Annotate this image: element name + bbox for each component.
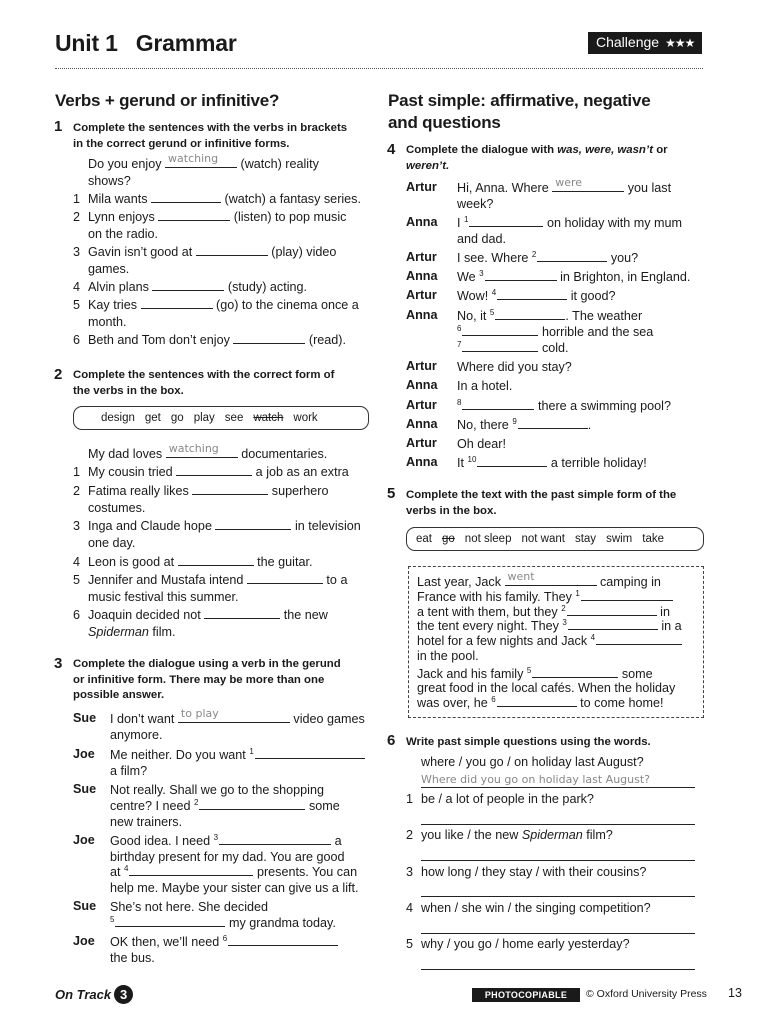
speaker-label: Joe [73,833,95,847]
speaker-label: Anna [406,378,438,392]
answer-blank[interactable] [129,864,253,876]
list-item: 4 Alvin plans (study) acting. [73,280,307,294]
list-item: 5 Kay tries (go) to the cinema once a [73,298,359,312]
exercise-6-number: 6 [387,732,396,749]
answer-blank[interactable]: watching [165,156,237,168]
answer-blank[interactable]: were [552,180,624,192]
speaker-label: Sue [73,711,97,725]
exercise-6-instruction: Write past simple questions using the words. [406,736,651,748]
speaker-label: Anna [406,308,438,322]
speaker-label: Joe [73,934,95,948]
list-item: 2 Lynn enjoys (listen) to pop music [73,210,347,224]
footer-brand: On Track 3 [55,985,133,1004]
exercise-5-number: 5 [387,485,396,502]
speaker-label: Artur [406,436,437,450]
answer-blank[interactable] [115,915,225,927]
answer-blank[interactable] [462,398,534,410]
speaker-label: Sue [73,782,97,796]
answer-blank[interactable]: went [505,574,597,586]
list-item: 4 when / she win / the singing competition? [406,901,651,915]
answer-blank[interactable] [485,269,557,281]
answer-line[interactable] [421,860,695,861]
answer-blank[interactable] [497,695,577,707]
unit-label: Unit 1 [55,30,118,56]
answer-blank[interactable] [151,191,221,203]
speaker-label: Artur [406,180,437,194]
speaker-label: Artur [406,288,437,302]
word-box: eat go not sleep not want stay swim take [406,527,704,551]
answer-blank[interactable] [158,209,230,221]
photocopiable-badge: PHOTOCOPIABLE [472,988,580,1002]
exercise-1-example: Do you enjoy watching (watch) reality [88,151,319,171]
answer-blank[interactable] [495,308,565,320]
speaker-label: Anna [406,269,438,283]
copyright: © Oxford University Press [586,988,707,1000]
answer-blank[interactable] [199,798,305,810]
speaker-label: Artur [406,359,437,373]
exercise-1-instruction: Complete the sentences with the verbs in brackets in the correct gerund or infinitive forms. [73,122,348,150]
list-item: 1 My cousin tried a job as an extra [73,465,349,479]
answer-line [421,787,695,788]
exercise-1-number: 1 [54,118,63,135]
list-item: 6 Joaquin decided not the new [73,608,328,622]
list-item: 2 you like / the new Spiderman film? [406,828,613,842]
answer-blank[interactable] [215,518,291,530]
answer-blank[interactable] [469,215,543,227]
speaker-label: Artur [406,398,437,412]
answer-blank[interactable] [219,833,331,845]
answer-blank[interactable] [518,417,588,429]
right-section-title: Past simple: affirmative, negative and questions [388,91,651,132]
star-icon: ★★★ [665,36,695,50]
answer-blank[interactable] [192,483,268,495]
answer-blank[interactable] [178,554,254,566]
exercise-5-text-box: Last year, Jack went camping in France with his family. They $^1$ a tent with them, but they $^2$ in the tent every night. They $^3$ in a hotel for a few nights and Jack $^4$ in the pool. Jack and his family $^5$ some great food in the local cafés. When the holiday was over, he $^6$ to come home! [408,566,704,718]
exercise-4-instruction: Complete the dialogue with was, were, wasn’t or weren’t. [406,144,668,172]
answer-line[interactable] [421,933,695,934]
answer-blank[interactable] [141,297,213,309]
exercise-2-instruction: Complete the sentences with the correct form of the verbs in the box. [73,369,335,397]
answer-blank[interactable] [462,340,538,352]
answer-blank[interactable] [532,666,618,678]
list-item: 2 Fatima really likes superhero [73,484,329,498]
answer-blank[interactable] [255,747,365,759]
exercise-3-number: 3 [54,655,63,672]
word-box: design get go play see watch work [73,406,369,430]
exercise-5-instruction: Complete the text with the past simple form of the verbs in the box. [406,489,677,517]
answer-blank[interactable] [204,607,280,619]
list-item: 1 Mila wants (watch) a fantasy series. [73,192,361,206]
answer-blank[interactable] [152,279,224,291]
exercise-4-number: 4 [387,141,396,158]
list-item: 5 why / you go / home early yesterday? [406,937,630,951]
answer-line[interactable] [421,824,695,825]
header-divider [55,68,703,69]
exercise-6-example-prompt: where / you go / on holiday last August? [421,755,644,769]
challenge-badge: Challenge ★★★ [588,32,702,54]
list-item: 5 Jennifer and Mustafa intend to a [73,573,348,587]
speaker-label: Joe [73,747,95,761]
exercise-3-instruction: Complete the dialogue using a verb in the gerund or infinitive form. There may be more than one possible answer. [73,658,341,701]
answer-blank[interactable] [176,464,252,476]
answer-blank[interactable] [228,934,338,946]
answer-line[interactable] [421,896,695,897]
speaker-label: Anna [406,215,438,229]
list-item: 3 Gavin isn’t good at (play) video [73,245,337,259]
page-number: 13 [728,986,742,1000]
answer-blank[interactable] [196,244,268,256]
list-item: 6 Beth and Tom don’t enjoy (read). [73,333,346,347]
answer-blank[interactable]: watching [166,446,238,458]
list-item: 1 be / a lot of people in the park? [406,792,594,806]
page-title [55,30,255,57]
exercise-2-example: My dad loves watching documentaries. [88,441,328,461]
speaker-label: Anna [406,417,438,431]
answer-blank[interactable] [568,618,658,630]
answer-blank[interactable]: to play [178,711,290,723]
answer-blank[interactable] [477,455,547,467]
answer-blank[interactable] [581,589,673,601]
exercise-2-number: 2 [54,366,63,383]
list-item: 3 Inga and Claude hope in television [73,519,361,533]
list-item: 4 Leon is good at the guitar. [73,555,313,569]
section-label: Grammar [135,30,237,56]
exercise-6-example-answer: Where did you go on holiday last August? [421,773,651,786]
answer-blank[interactable] [233,332,305,344]
speaker-label: Anna [406,455,438,469]
answer-blank[interactable] [497,288,567,300]
list-item: 3 how long / they stay / with their cousins? [406,865,647,879]
answer-blank[interactable] [247,572,323,584]
left-section-title: Verbs + gerund or infinitive? [55,91,280,110]
answer-line[interactable] [421,969,695,970]
answer-blank[interactable] [596,633,682,645]
speaker-label: Sue [73,899,97,913]
answer-blank[interactable] [567,604,657,616]
level-badge: 3 [114,985,133,1004]
answer-blank[interactable] [462,324,538,336]
speaker-label: Artur [406,250,437,264]
answer-blank[interactable] [537,250,607,262]
